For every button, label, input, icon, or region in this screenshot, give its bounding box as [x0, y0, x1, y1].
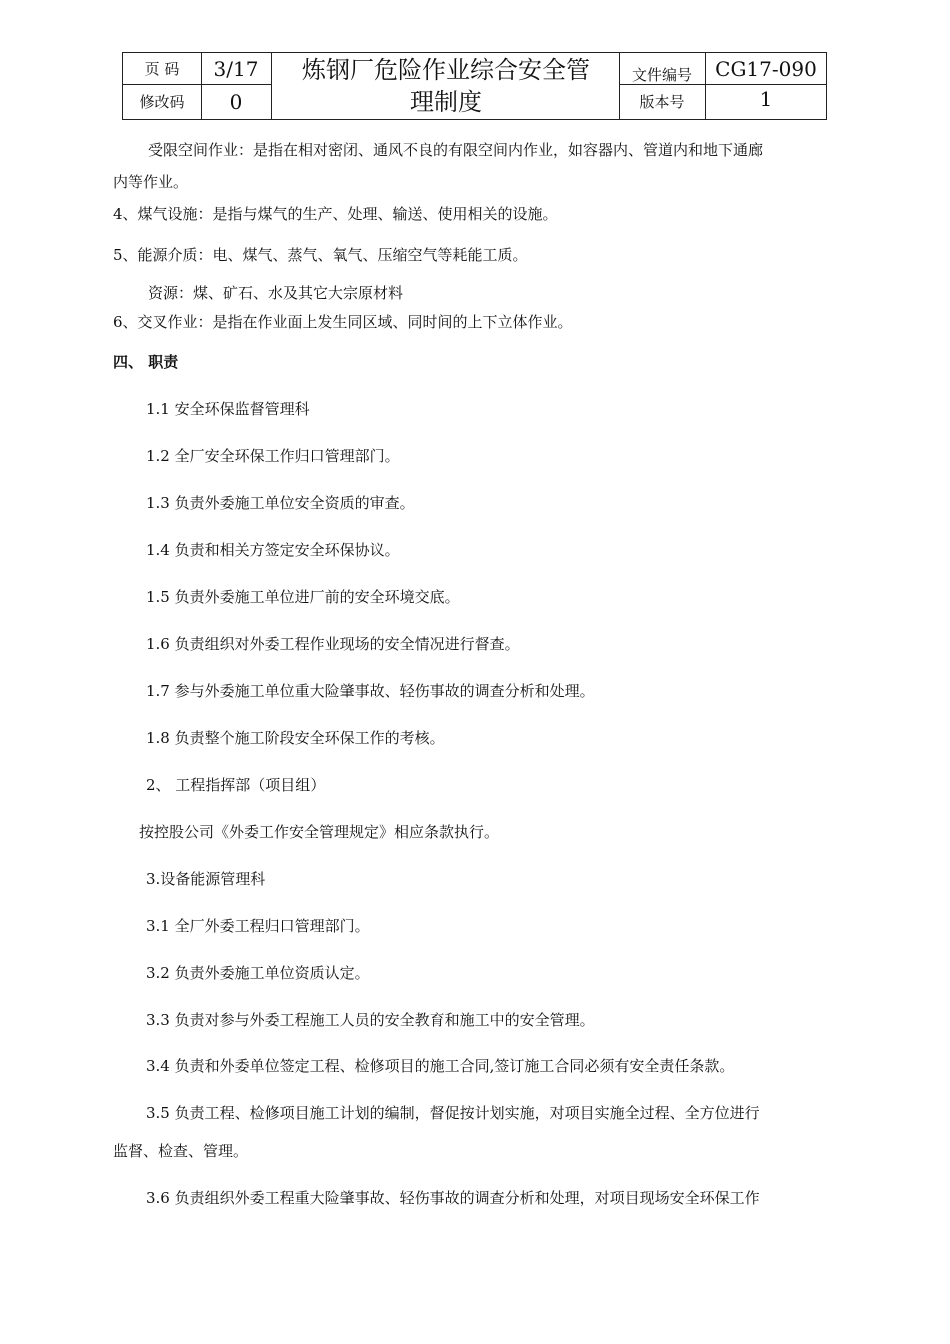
doc-number-value: CG17-090 [715, 56, 817, 81]
paragraph-line: 1.4 负责和相关方签定安全环保协议。 [146, 541, 400, 559]
paragraph-line: 资源：煤、矿石、水及其它大宗原材料 [148, 284, 404, 302]
paragraph-line: 3.4 负责和外委单位签定工程、检修项目的施工合同,签订施工合同必须有安全责任条款。 [146, 1057, 735, 1075]
title-line-1: 炼钢厂危险作业综合安全管 [302, 56, 590, 84]
revision-value: 0 [229, 89, 243, 114]
paragraph-line: 监督、检查、管理。 [113, 1142, 249, 1160]
version-label: 版本号 [639, 93, 685, 111]
paragraph-line: 按控股公司《外委工作安全管理规定》相应条款执行。 [139, 823, 500, 841]
paragraph-line: 1.7 参与外委施工单位重大险肇事故、轻伤事故的调查分析和处理。 [146, 682, 595, 700]
paragraph-line: 6、交叉作业：是指在作业面上发生同区域、同时间的上下立体作业。 [113, 313, 573, 331]
paragraph-line: 3.6 负责组织外委工程重大险肇事故、轻伤事故的调查分析和处理，对项目现场安全环保工作 [146, 1189, 760, 1207]
section-heading: 四、 职责 [113, 353, 179, 371]
paragraph-line: 内等作业。 [113, 173, 189, 191]
paragraph-line: 3.设备能源管理科 [146, 870, 266, 888]
paragraph-line: 1.6 负责组织对外委工程作业现场的安全情况进行督查。 [146, 635, 520, 653]
paragraph-line: 受限空间作业：是指在相对密闭、通风不良的有限空间内作业，如容器内、管道内和地下通廊 [148, 141, 764, 159]
doc-number-label: 文件编号 [631, 66, 692, 84]
paragraph-line: 3.3 负责对参与外委工程施工人员的安全教育和施工中的安全管理。 [146, 1011, 595, 1029]
page-value: 3/17 [213, 56, 259, 81]
revision-label: 修改码 [139, 93, 185, 111]
paragraph-line: 3.2 负责外委施工单位资质认定。 [146, 964, 370, 982]
paragraph-line: 1.3 负责外委施工单位安全资质的审查。 [146, 494, 415, 512]
version-value: 1 [759, 87, 773, 111]
paragraph-line: 1.8 负责整个施工阶段安全环保工作的考核。 [146, 729, 445, 747]
page-label: 页 码 [144, 60, 180, 78]
paragraph-line: 1.5 负责外委施工单位进厂前的安全环境交底。 [146, 588, 460, 606]
title-line-2: 理制度 [410, 88, 482, 116]
paragraph-line: 1.2 全厂安全环保工作归口管理部门。 [146, 447, 400, 465]
document-title [273, 53, 619, 119]
paragraph-line: 3.5 负责工程、检修项目施工计划的编制，督促按计划实施，对项目实施全过程、全方位进行 [146, 1104, 760, 1122]
document-header-table [122, 52, 827, 120]
paragraph-line: 4、煤气设施：是指与煤气的生产、处理、输送、使用相关的设施。 [113, 205, 558, 223]
paragraph-line: 2、 工程指挥部（项目组） [146, 776, 326, 794]
paragraph-line: 3.1 全厂外委工程归口管理部门。 [146, 917, 370, 935]
paragraph-line: 5、能源介质：电、煤气、蒸气、氧气、压缩空气等耗能工质。 [113, 246, 528, 264]
paragraph-line: 1.1 安全环保监督管理科 [146, 400, 310, 418]
